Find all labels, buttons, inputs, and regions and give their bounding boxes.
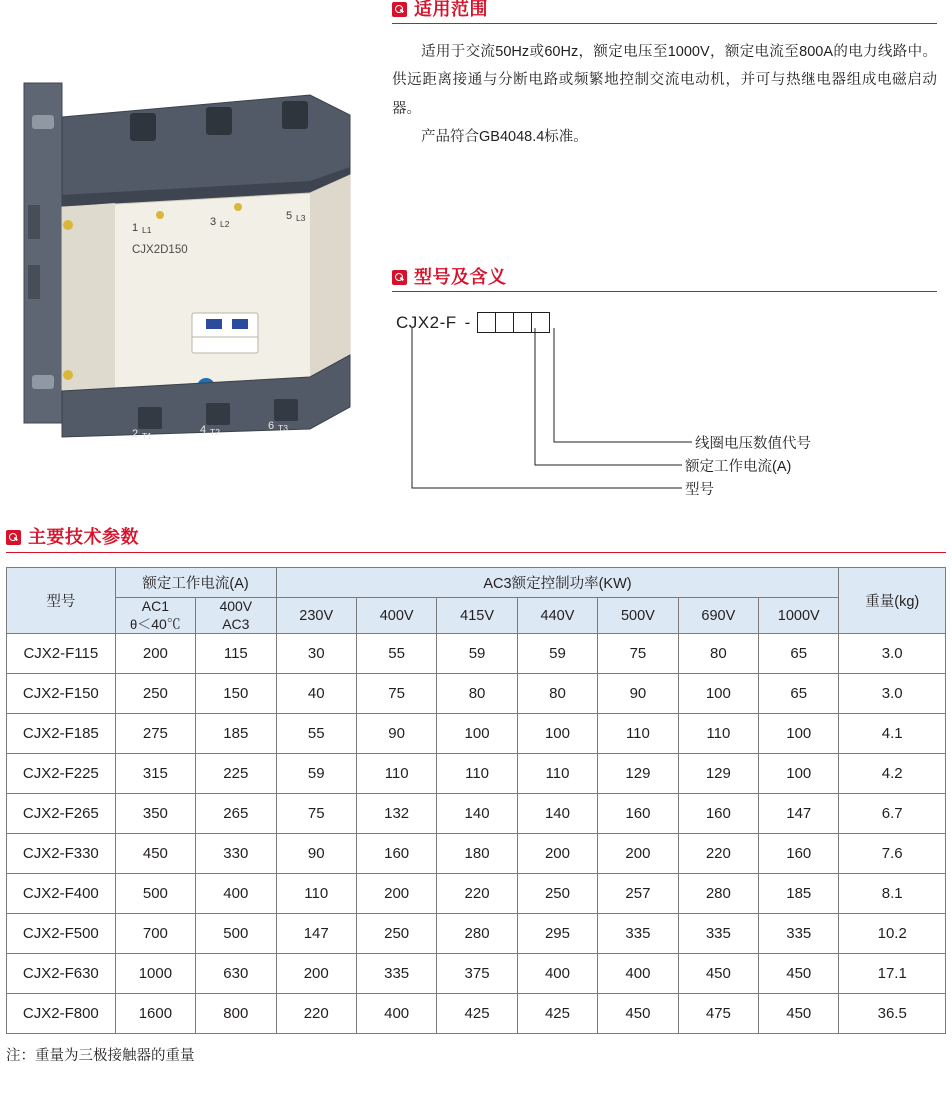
cell-ac1: 275	[115, 714, 195, 754]
cell-weight: 3.0	[839, 674, 946, 714]
cell-power-1000v: 100	[759, 714, 839, 754]
cell-model: CJX2-F400	[7, 874, 116, 914]
cell-power-500v: 110	[598, 714, 678, 754]
spec-header-row-2	[7, 598, 946, 634]
cell-power-440v: 100	[517, 714, 597, 754]
scope-paragraph-2: 产品符合GB4048.4标准。	[421, 128, 588, 145]
cell-power-500v: 75	[598, 634, 678, 674]
cell-power-500v: 257	[598, 874, 678, 914]
svg-text:L2: L2	[220, 219, 230, 229]
leader-label-rated-current: 额定工作电流(A)	[685, 459, 792, 475]
cell-ac3-400v: 150	[196, 674, 276, 714]
svg-text:3: 3	[210, 216, 217, 228]
scope-text	[392, 38, 937, 151]
cell-power-500v: 160	[598, 794, 678, 834]
parameters-heading	[6, 528, 946, 546]
parameters-title: 主要技术参数	[28, 527, 139, 547]
scope-section	[392, 0, 937, 151]
cell-power-690v: 80	[678, 634, 758, 674]
product-photo	[10, 55, 365, 455]
table-row	[7, 874, 946, 914]
cell-power-690v: 450	[678, 954, 758, 994]
cell-power-230v: 147	[276, 914, 356, 954]
cell-weight: 4.2	[839, 754, 946, 794]
cell-power-500v: 400	[598, 954, 678, 994]
cell-power-400v: 400	[356, 994, 436, 1034]
model-heading	[392, 268, 937, 286]
cell-weight: 3.0	[839, 634, 946, 674]
spec-table-head	[7, 568, 946, 634]
scope-heading	[392, 0, 937, 18]
cell-weight: 8.1	[839, 874, 946, 914]
svg-text:T3: T3	[278, 423, 288, 433]
svg-text:CJX2D150: CJX2D150	[132, 244, 188, 256]
header-ac3-400v-line1: 400V	[219, 598, 253, 614]
cell-power-1000v: 185	[759, 874, 839, 914]
cell-ac3-400v: 500	[196, 914, 276, 954]
cell-power-690v: 335	[678, 914, 758, 954]
cell-power-230v: 90	[276, 834, 356, 874]
cell-power-440v: 200	[517, 834, 597, 874]
header-ac1	[115, 598, 195, 634]
cell-power-1000v: 65	[759, 674, 839, 714]
header-ac1-label: AC1	[141, 598, 169, 614]
cell-power-440v: 110	[517, 754, 597, 794]
cell-power-500v: 450	[598, 994, 678, 1034]
cell-power-500v: 200	[598, 834, 678, 874]
cell-power-400v: 55	[356, 634, 436, 674]
cell-ac1: 350	[115, 794, 195, 834]
cell-power-440v: 400	[517, 954, 597, 994]
model-divider	[392, 291, 937, 292]
cell-power-415v: 59	[437, 634, 517, 674]
header-voltage-400v: 400V	[356, 598, 436, 634]
cell-model: CJX2-F265	[7, 794, 116, 834]
cell-model: CJX2-F630	[7, 954, 116, 994]
leader-label-coil-voltage: 线圈电压数值代号	[695, 436, 811, 452]
svg-text:1: 1	[132, 222, 139, 234]
cell-power-415v: 80	[437, 674, 517, 714]
cell-power-500v: 129	[598, 754, 678, 794]
cell-power-415v: 100	[437, 714, 517, 754]
cell-ac3-400v: 115	[196, 634, 276, 674]
scope-divider	[392, 23, 937, 24]
cell-power-690v: 129	[678, 754, 758, 794]
cell-ac3-400v: 800	[196, 994, 276, 1034]
header-ac3-400v-line2: AC3	[222, 615, 250, 632]
header-model: 型号	[7, 568, 116, 634]
table-row	[7, 714, 946, 754]
header-ac3-400v	[196, 598, 276, 634]
cell-power-1000v: 335	[759, 914, 839, 954]
cell-power-415v: 375	[437, 954, 517, 994]
cell-ac1: 500	[115, 874, 195, 914]
parameters-section	[6, 528, 946, 1065]
model-code-prefix: CJX2-F	[396, 312, 457, 332]
cell-model: CJX2-F115	[7, 634, 116, 674]
cell-power-400v: 200	[356, 874, 436, 914]
cell-power-230v: 110	[276, 874, 356, 914]
svg-text:T1: T1	[142, 431, 152, 441]
cell-power-400v: 132	[356, 794, 436, 834]
cell-weight: 4.1	[839, 714, 946, 754]
cell-weight: 10.2	[839, 914, 946, 954]
search-icon	[392, 2, 407, 17]
svg-text:T2: T2	[210, 427, 220, 437]
svg-text:L3: L3	[296, 213, 306, 223]
header-voltage-690v: 690V	[678, 598, 758, 634]
cell-power-440v: 250	[517, 874, 597, 914]
cell-ac3-400v: 330	[196, 834, 276, 874]
cell-power-415v: 110	[437, 754, 517, 794]
cell-model: CJX2-F500	[7, 914, 116, 954]
header-voltage-500v: 500V	[598, 598, 678, 634]
parameters-divider	[6, 552, 946, 553]
cell-power-415v: 220	[437, 874, 517, 914]
cell-power-230v: 30	[276, 634, 356, 674]
cell-ac1: 450	[115, 834, 195, 874]
cell-power-415v: 280	[437, 914, 517, 954]
header-ac1-condition	[116, 616, 195, 634]
cell-ac3-400v: 265	[196, 794, 276, 834]
scope-title: 适用范围	[414, 0, 488, 19]
cell-ac1: 315	[115, 754, 195, 794]
table-row	[7, 674, 946, 714]
cell-power-690v: 475	[678, 994, 758, 1034]
svg-text:L1: L1	[142, 225, 152, 235]
table-row	[7, 994, 946, 1034]
cell-power-690v: 100	[678, 674, 758, 714]
cell-power-440v: 59	[517, 634, 597, 674]
cell-power-500v: 335	[598, 914, 678, 954]
cell-power-440v: 425	[517, 994, 597, 1034]
cell-power-1000v: 160	[759, 834, 839, 874]
scope-paragraph-1: 适用于交流50Hz或60Hz，额定电压至1000V，额定电流至800A的电力线路中。供远距离接通与分断电路或频繁地控制交流电动机，并可与热继电器组成电磁启动器。	[392, 44, 937, 117]
cell-power-440v: 295	[517, 914, 597, 954]
cell-power-690v: 280	[678, 874, 758, 914]
cell-power-440v: 140	[517, 794, 597, 834]
svg-text:6: 6	[268, 420, 275, 432]
cell-power-415v: 180	[437, 834, 517, 874]
spec-table	[6, 567, 946, 1034]
table-row	[7, 794, 946, 834]
table-row	[7, 754, 946, 794]
table-row	[7, 834, 946, 874]
cell-power-230v: 200	[276, 954, 356, 994]
cell-power-400v: 90	[356, 714, 436, 754]
cell-ac1: 1000	[115, 954, 195, 994]
table-note: 注：重量为三极接触器的重量	[6, 1048, 195, 1064]
cell-power-400v: 75	[356, 674, 436, 714]
cell-power-415v: 140	[437, 794, 517, 834]
cell-model: CJX2-F330	[7, 834, 116, 874]
cell-weight: 17.1	[839, 954, 946, 994]
cell-power-400v: 335	[356, 954, 436, 994]
search-icon	[6, 530, 21, 545]
cell-power-690v: 160	[678, 794, 758, 834]
cell-power-1000v: 100	[759, 754, 839, 794]
header-rated-current-group: 额定工作电流(A)	[115, 568, 276, 598]
model-title: 型号及含义	[414, 267, 507, 287]
cell-power-400v: 160	[356, 834, 436, 874]
cell-weight: 6.7	[839, 794, 946, 834]
cell-ac3-400v: 185	[196, 714, 276, 754]
cell-weight: 7.6	[839, 834, 946, 874]
header-voltage-415v: 415V	[437, 598, 517, 634]
cell-power-230v: 220	[276, 994, 356, 1034]
header-ac3-power-group: AC3额定控制功率(KW)	[276, 568, 839, 598]
table-row	[7, 634, 946, 674]
cell-model: CJX2-F185	[7, 714, 116, 754]
cell-power-230v: 55	[276, 714, 356, 754]
header-weight: 重量(kg)	[839, 568, 946, 634]
header-ac1-temp: ＜40℃	[137, 615, 181, 632]
cell-ac1: 200	[115, 634, 195, 674]
header-ac1-theta: θ	[129, 616, 138, 632]
table-row	[7, 914, 946, 954]
header-voltage-1000v: 1000V	[759, 598, 839, 634]
cell-power-1000v: 450	[759, 954, 839, 994]
table-row	[7, 954, 946, 994]
svg-text:2: 2	[132, 428, 139, 440]
cell-power-500v: 90	[598, 674, 678, 714]
svg-text:4: 4	[200, 424, 207, 436]
leader-lines-svg	[392, 310, 937, 520]
search-icon	[392, 270, 407, 285]
cell-power-230v: 59	[276, 754, 356, 794]
cell-ac3-400v: 400	[196, 874, 276, 914]
cell-power-415v: 425	[437, 994, 517, 1034]
svg-text:5: 5	[286, 210, 293, 222]
cell-model: CJX2-F800	[7, 994, 116, 1034]
cell-model: CJX2-F225	[7, 754, 116, 794]
cell-ac1: 1600	[115, 994, 195, 1034]
model-code-leader-lines	[392, 310, 937, 520]
contactor-illustration	[10, 55, 365, 455]
cell-weight: 36.5	[839, 994, 946, 1034]
cell-power-230v: 75	[276, 794, 356, 834]
cell-power-690v: 220	[678, 834, 758, 874]
cell-ac1: 250	[115, 674, 195, 714]
cell-power-440v: 80	[517, 674, 597, 714]
cell-power-1000v: 65	[759, 634, 839, 674]
cell-power-690v: 110	[678, 714, 758, 754]
spec-table-body	[7, 634, 946, 1034]
cell-power-230v: 40	[276, 674, 356, 714]
cell-ac3-400v: 225	[196, 754, 276, 794]
cell-power-1000v: 450	[759, 994, 839, 1034]
cell-power-1000v: 147	[759, 794, 839, 834]
model-code-dash: -	[464, 312, 471, 332]
cell-model: CJX2-F150	[7, 674, 116, 714]
cell-ac1: 700	[115, 914, 195, 954]
spec-header-row-1	[7, 568, 946, 598]
cell-power-400v: 110	[356, 754, 436, 794]
leader-label-model: 型号	[685, 482, 714, 498]
header-voltage-230v: 230V	[276, 598, 356, 634]
cell-power-400v: 250	[356, 914, 436, 954]
cell-ac3-400v: 630	[196, 954, 276, 994]
header-voltage-440v: 440V	[517, 598, 597, 634]
